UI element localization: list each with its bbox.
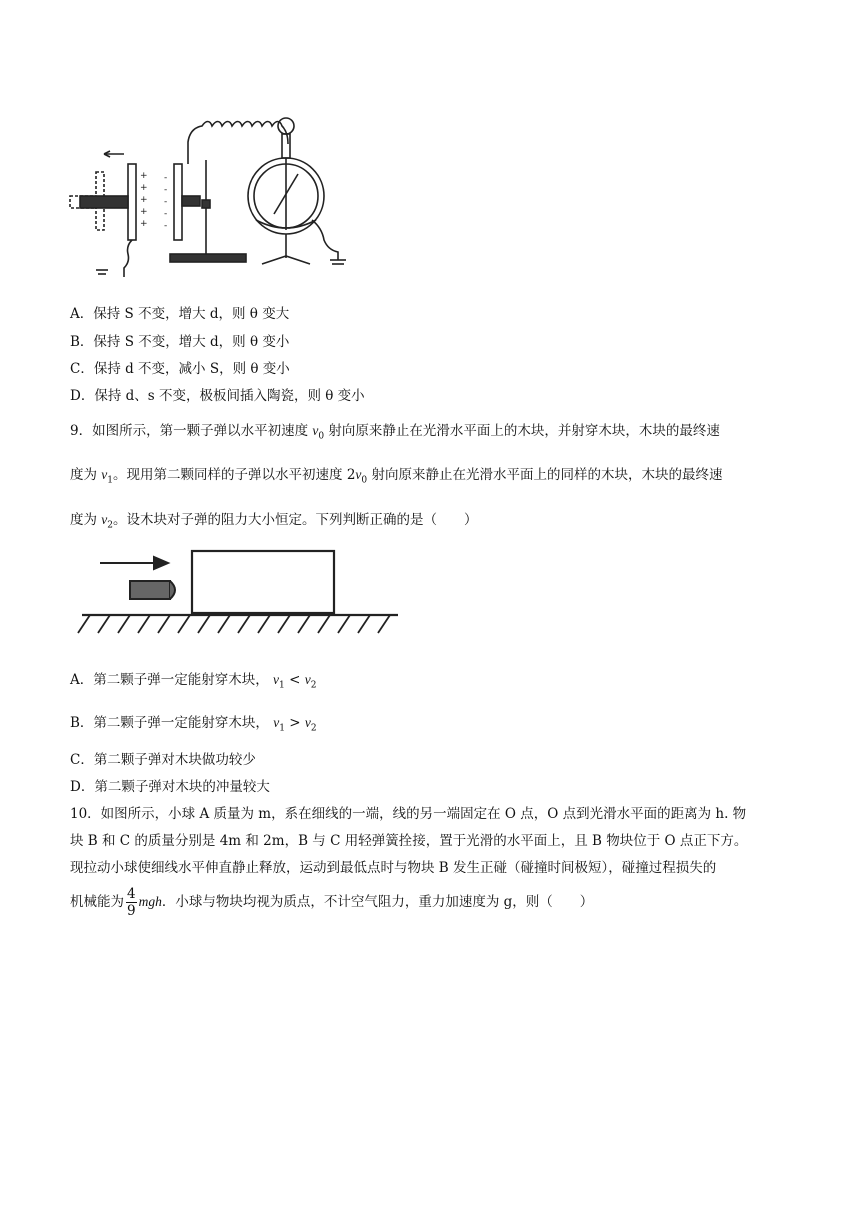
q9-option-d: D．第二颗子弹对木块的冲量较大 (70, 779, 270, 795)
q10-stem-line1: 10．如图所示，小球 A 质量为 m，系在细线的一端，线的另一端固定在 O 点，O 点到光滑水平面的距离为 h. 物 (70, 806, 747, 822)
svg-text:+: + (140, 207, 148, 217)
fraction-4-9: $\frac{4}{9}$ (127, 886, 136, 919)
q9-stem-line3: 度为 $v_2$。设木块对子弹的阻力大小恒定。下列判断正确的是（ ） (70, 512, 478, 531)
q8-option-a: A．保持 S 不变，增大 d，则 θ 变大 (70, 306, 290, 322)
capacitor-electrometer-figure (66, 92, 356, 277)
q9-option-a: A．第二颗子弹一定能射穿木块， $v_1 < v_2$ (70, 672, 317, 691)
q9-option-b: B．第二颗子弹一定能射穿木块， $v_1 > v_2$ (70, 715, 317, 734)
q9-option-c: C．第二颗子弹对木块做功较少 (70, 752, 256, 768)
q9-stem-line2: 度为 $v_1$。现用第二颗同样的子弹以水平初速度 $2v_0$ 射向原来静止在光滑水平面上的同样的木块，木块的最终速 (70, 467, 723, 486)
svg-text:+: + (140, 219, 148, 229)
q9-stem-line1: 9．如图所示，第一颗子弹以水平初速度 $v_0$ 射向原来静止在光滑水平面上的木块，并射穿木块，木块的最终速 (70, 423, 720, 442)
svg-text:-: - (164, 197, 168, 207)
svg-text:+: + (140, 195, 148, 205)
q10-stem-line2: 块 B 和 C 的质量分别是 4m 和 2m，B 与 C 用轻弹簧拴接，置于光滑的水平面上，且 B 物块位于 O 点正下方。 (70, 833, 748, 849)
svg-text:+: + (140, 183, 148, 193)
q8-option-d: D．保持 d、s 不变，极板间插入陶瓷，则 θ 变小 (70, 388, 365, 404)
svg-text:-: - (164, 173, 168, 183)
q8-option-b: B．保持 S 不变，增大 d，则 θ 变小 (70, 334, 290, 350)
svg-text:-: - (164, 209, 168, 219)
q10-stem-line4: 机械能为 $\frac{4}{9}$ mgh．小球与物块均视为质点，不计空气阻力，重力加速度为 g，则（ ） (70, 886, 594, 919)
q8-option-c: C．保持 d 不变，减小 S，则 θ 变小 (70, 361, 290, 377)
svg-text:-: - (164, 185, 168, 195)
bullet-block-figure (72, 545, 404, 645)
svg-text:-: - (164, 221, 168, 231)
q10-stem-line3: 现拉动小球使细线水平伸直静止释放，运动到最低点时与物块 B 发生正碰（碰撞时间极短），碰撞过程损失的 (70, 860, 717, 876)
svg-text:+: + (140, 171, 148, 181)
